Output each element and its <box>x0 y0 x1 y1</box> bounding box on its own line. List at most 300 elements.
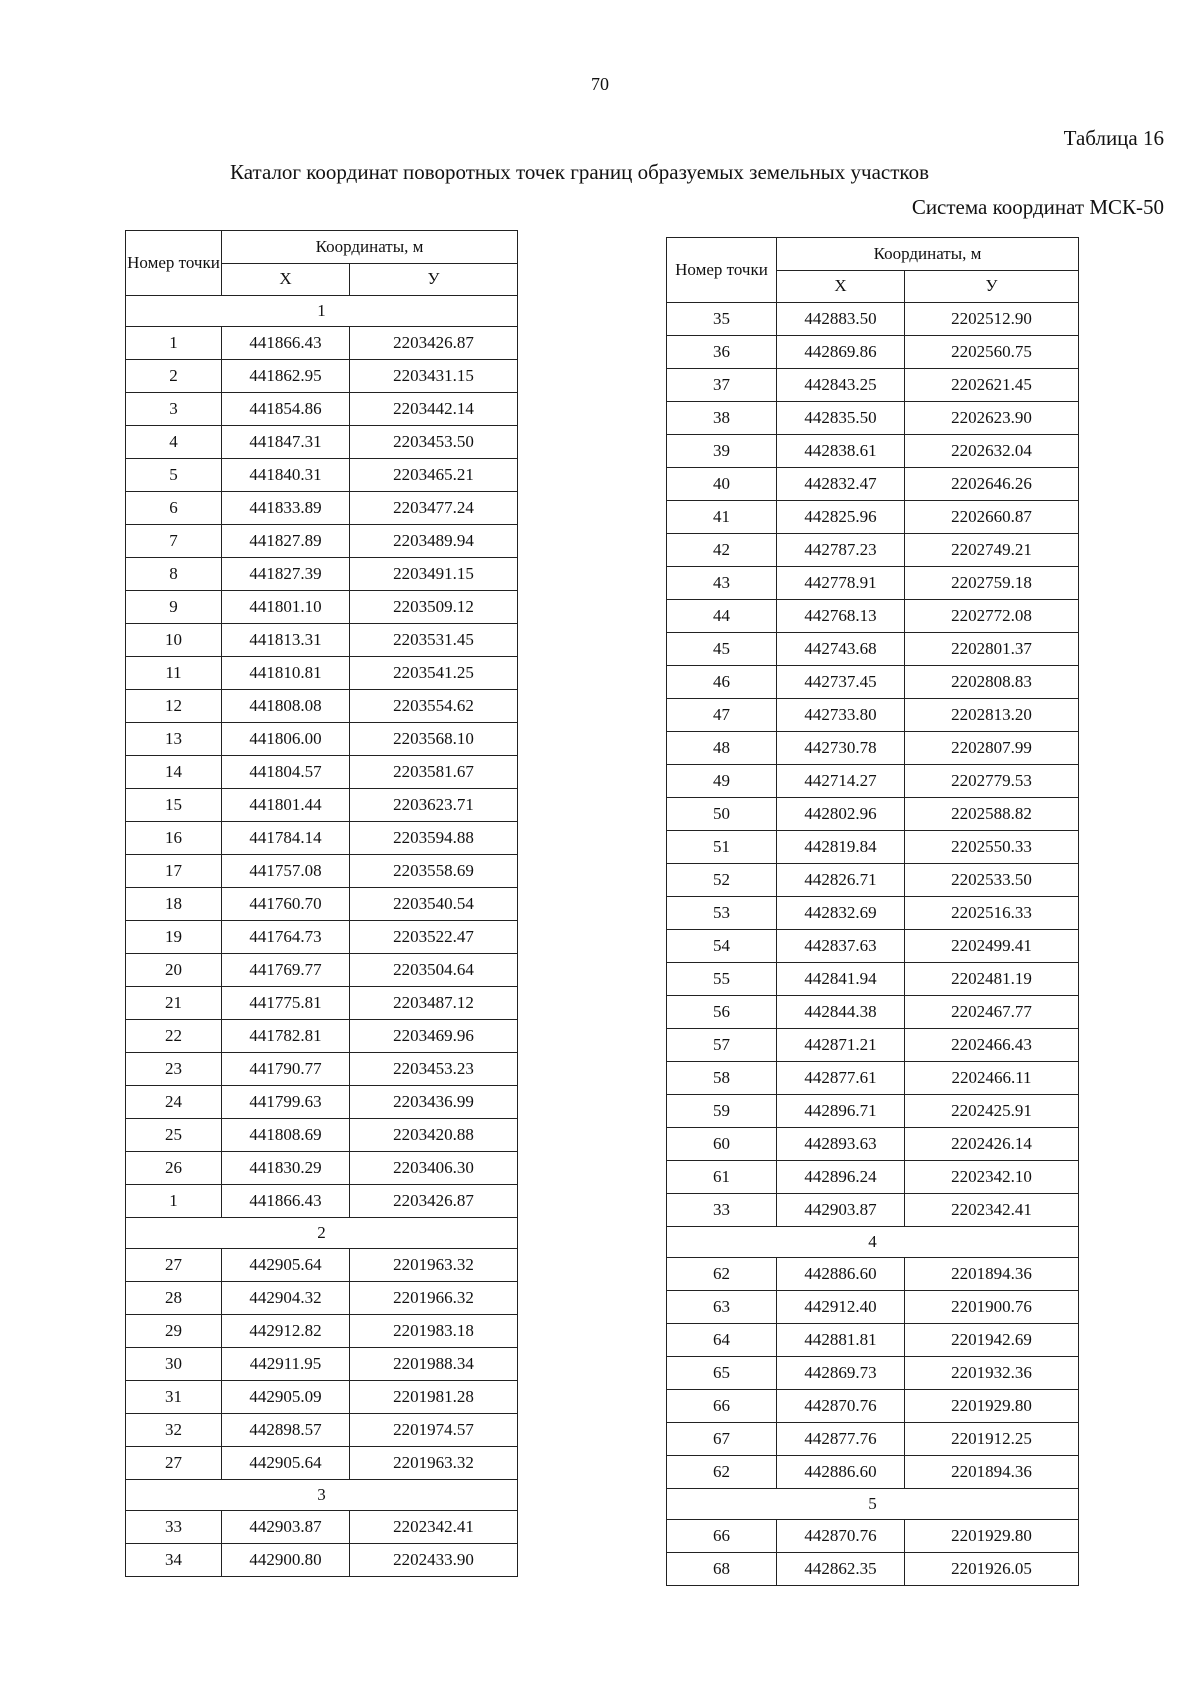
x-coordinate-cell: 442905.09 <box>222 1381 350 1414</box>
table-row <box>667 336 1079 369</box>
x-coordinate-cell: 441840.31 <box>222 459 350 492</box>
y-coordinate-cell: 2203489.94 <box>350 525 518 558</box>
table-row <box>667 1357 1079 1390</box>
point-number-cell: 48 <box>667 732 777 765</box>
y-coordinate-cell: 2203420.88 <box>350 1119 518 1152</box>
y-coordinate-cell: 2202342.41 <box>350 1511 518 1544</box>
y-coordinate-cell: 2201900.76 <box>905 1291 1079 1324</box>
table-row <box>667 1161 1079 1194</box>
point-number-cell: 23 <box>126 1053 222 1086</box>
table-row <box>126 426 518 459</box>
y-coordinate-cell: 2203554.62 <box>350 690 518 723</box>
x-coordinate-cell: 441810.81 <box>222 657 350 690</box>
y-coordinate-cell: 2202481.19 <box>905 963 1079 996</box>
point-number-cell: 3 <box>126 393 222 426</box>
point-number-cell: 2 <box>126 360 222 393</box>
y-coordinate-cell: 2202807.99 <box>905 732 1079 765</box>
y-coordinate-cell: 2202632.04 <box>905 435 1079 468</box>
point-number-cell: 41 <box>667 501 777 534</box>
x-coordinate-cell: 442893.63 <box>777 1128 905 1161</box>
point-number-cell: 42 <box>667 534 777 567</box>
y-coordinate-cell: 2201963.32 <box>350 1249 518 1282</box>
table-row <box>667 1390 1079 1423</box>
table-row <box>126 657 518 690</box>
y-coordinate-cell: 2203594.88 <box>350 822 518 855</box>
y-coordinate-cell: 2203623.71 <box>350 789 518 822</box>
table-row <box>126 492 518 525</box>
point-number-cell: 58 <box>667 1062 777 1095</box>
y-coordinate-cell: 2202623.90 <box>905 402 1079 435</box>
header-x: Х <box>777 270 905 303</box>
header-coordinates: Координаты, м <box>222 231 518 264</box>
x-coordinate-cell: 442883.50 <box>777 303 905 336</box>
point-number-cell: 52 <box>667 864 777 897</box>
point-number-cell: 35 <box>667 303 777 336</box>
table-row <box>126 1249 518 1282</box>
point-number-cell: 49 <box>667 765 777 798</box>
table-row <box>667 369 1079 402</box>
x-coordinate-cell: 442825.96 <box>777 501 905 534</box>
point-number-cell: 19 <box>126 921 222 954</box>
x-coordinate-cell: 441790.77 <box>222 1053 350 1086</box>
point-number-cell: 62 <box>667 1456 777 1489</box>
x-coordinate-cell: 441782.81 <box>222 1020 350 1053</box>
page-number: 70 <box>591 74 609 94</box>
y-coordinate-cell: 2202516.33 <box>905 897 1079 930</box>
y-coordinate-cell: 2201894.36 <box>905 1456 1079 1489</box>
table-row <box>667 435 1079 468</box>
y-coordinate-cell: 2202560.75 <box>905 336 1079 369</box>
table-row <box>126 1053 518 1086</box>
x-coordinate-cell: 441799.63 <box>222 1086 350 1119</box>
y-coordinate-cell: 2201929.80 <box>905 1520 1079 1553</box>
x-coordinate-cell: 442730.78 <box>777 732 905 765</box>
x-coordinate-cell: 442905.64 <box>222 1447 350 1480</box>
point-number-cell: 27 <box>126 1447 222 1480</box>
y-coordinate-cell: 2203406.30 <box>350 1152 518 1185</box>
y-coordinate-cell: 2203465.21 <box>350 459 518 492</box>
table-row <box>126 1544 518 1577</box>
point-number-cell: 44 <box>667 600 777 633</box>
x-coordinate-cell: 442835.50 <box>777 402 905 435</box>
table-row <box>126 723 518 756</box>
point-number-cell: 29 <box>126 1315 222 1348</box>
point-number-cell: 34 <box>126 1544 222 1577</box>
point-number-cell: 37 <box>667 369 777 402</box>
x-coordinate-cell: 442877.76 <box>777 1423 905 1456</box>
y-coordinate-cell: 2201981.28 <box>350 1381 518 1414</box>
y-coordinate-cell: 2202621.45 <box>905 369 1079 402</box>
x-coordinate-cell: 441764.73 <box>222 921 350 954</box>
x-coordinate-cell: 442905.64 <box>222 1249 350 1282</box>
table-row <box>667 633 1079 666</box>
table-row <box>126 1447 518 1480</box>
catalog-title: Каталог координат поворотных точек границ образуемых земельных участков <box>230 160 929 184</box>
y-coordinate-cell: 2203477.24 <box>350 492 518 525</box>
x-coordinate-cell: 442832.47 <box>777 468 905 501</box>
x-coordinate-cell: 442787.23 <box>777 534 905 567</box>
header-x: Х <box>222 263 350 296</box>
section-number: 3 <box>126 1480 518 1511</box>
point-number-cell: 11 <box>126 657 222 690</box>
y-coordinate-cell: 2202466.11 <box>905 1062 1079 1095</box>
table-row <box>126 855 518 888</box>
table-row <box>667 732 1079 765</box>
table-row <box>667 666 1079 699</box>
header-y: У <box>350 263 518 296</box>
x-coordinate-cell: 442869.73 <box>777 1357 905 1390</box>
y-coordinate-cell: 2201926.05 <box>905 1553 1079 1586</box>
y-coordinate-cell: 2201942.69 <box>905 1324 1079 1357</box>
point-number-cell: 27 <box>126 1249 222 1282</box>
x-coordinate-cell: 441769.77 <box>222 954 350 987</box>
y-coordinate-cell: 2201974.57 <box>350 1414 518 1447</box>
y-coordinate-cell: 2203558.69 <box>350 855 518 888</box>
x-coordinate-cell: 441801.44 <box>222 789 350 822</box>
x-coordinate-cell: 441806.00 <box>222 723 350 756</box>
x-coordinate-cell: 442896.24 <box>777 1161 905 1194</box>
table-row <box>667 765 1079 798</box>
table-row <box>126 393 518 426</box>
point-number-cell: 66 <box>667 1390 777 1423</box>
point-number-cell: 25 <box>126 1119 222 1152</box>
x-coordinate-cell: 441827.89 <box>222 525 350 558</box>
section-row <box>667 1227 1079 1258</box>
x-coordinate-cell: 442737.45 <box>777 666 905 699</box>
table-row <box>126 591 518 624</box>
table-row <box>126 1381 518 1414</box>
section-row <box>126 1480 518 1511</box>
table-row <box>667 468 1079 501</box>
table-row <box>667 501 1079 534</box>
table-row <box>126 624 518 657</box>
table-row <box>667 699 1079 732</box>
y-coordinate-cell: 2202772.08 <box>905 600 1079 633</box>
table-row <box>667 1520 1079 1553</box>
point-number-cell: 12 <box>126 690 222 723</box>
point-number-cell: 66 <box>667 1520 777 1553</box>
point-number-cell: 51 <box>667 831 777 864</box>
point-number-cell: 17 <box>126 855 222 888</box>
x-coordinate-cell: 442841.94 <box>777 963 905 996</box>
table-row <box>667 1291 1079 1324</box>
x-coordinate-cell: 442904.32 <box>222 1282 350 1315</box>
x-coordinate-cell: 442898.57 <box>222 1414 350 1447</box>
point-number-cell: 62 <box>667 1258 777 1291</box>
x-coordinate-cell: 441808.08 <box>222 690 350 723</box>
point-number-cell: 67 <box>667 1423 777 1456</box>
y-coordinate-cell: 2203426.87 <box>350 327 518 360</box>
table-row <box>126 1119 518 1152</box>
table-row <box>667 798 1079 831</box>
y-coordinate-cell: 2202466.43 <box>905 1029 1079 1062</box>
table-row <box>667 1258 1079 1291</box>
y-coordinate-cell: 2202342.10 <box>905 1161 1079 1194</box>
table-row <box>667 831 1079 864</box>
point-number-cell: 24 <box>126 1086 222 1119</box>
x-coordinate-cell: 442714.27 <box>777 765 905 798</box>
table-row <box>667 963 1079 996</box>
y-coordinate-cell: 2202426.14 <box>905 1128 1079 1161</box>
y-coordinate-cell: 2201963.32 <box>350 1447 518 1480</box>
section-number: 4 <box>667 1227 1079 1258</box>
section-row <box>126 296 518 327</box>
y-coordinate-cell: 2203426.87 <box>350 1185 518 1218</box>
x-coordinate-cell: 441784.14 <box>222 822 350 855</box>
point-number-cell: 22 <box>126 1020 222 1053</box>
table-row <box>126 888 518 921</box>
table-row <box>667 402 1079 435</box>
point-number-cell: 60 <box>667 1128 777 1161</box>
point-number-cell: 33 <box>667 1194 777 1227</box>
point-number-cell: 7 <box>126 525 222 558</box>
table-row <box>126 789 518 822</box>
x-coordinate-cell: 441866.43 <box>222 327 350 360</box>
x-coordinate-cell: 442844.38 <box>777 996 905 1029</box>
coordinates-table-left <box>125 230 518 1577</box>
y-coordinate-cell: 2203491.15 <box>350 558 518 591</box>
y-coordinate-cell: 2202759.18 <box>905 567 1079 600</box>
table-row <box>126 987 518 1020</box>
x-coordinate-cell: 441854.86 <box>222 393 350 426</box>
table-row <box>126 525 518 558</box>
y-coordinate-cell: 2202533.50 <box>905 864 1079 897</box>
y-coordinate-cell: 2203436.99 <box>350 1086 518 1119</box>
coordinate-system-label: Система координат МСК-50 <box>911 195 1164 219</box>
section-row <box>667 1489 1079 1520</box>
x-coordinate-cell: 442838.61 <box>777 435 905 468</box>
y-coordinate-cell: 2203509.12 <box>350 591 518 624</box>
y-coordinate-cell: 2201932.36 <box>905 1357 1079 1390</box>
x-coordinate-cell: 442911.95 <box>222 1348 350 1381</box>
x-coordinate-cell: 442912.40 <box>777 1291 905 1324</box>
x-coordinate-cell: 441827.39 <box>222 558 350 591</box>
table-row <box>126 459 518 492</box>
table-row <box>126 1020 518 1053</box>
y-coordinate-cell: 2202779.53 <box>905 765 1079 798</box>
y-coordinate-cell: 2203442.14 <box>350 393 518 426</box>
y-coordinate-cell: 2202660.87 <box>905 501 1079 534</box>
y-coordinate-cell: 2202813.20 <box>905 699 1079 732</box>
table-row <box>126 756 518 789</box>
y-coordinate-cell: 2203531.45 <box>350 624 518 657</box>
x-coordinate-cell: 442870.76 <box>777 1520 905 1553</box>
x-coordinate-cell: 442896.71 <box>777 1095 905 1128</box>
y-coordinate-cell: 2202467.77 <box>905 996 1079 1029</box>
x-coordinate-cell: 442886.60 <box>777 1258 905 1291</box>
y-coordinate-cell: 2203568.10 <box>350 723 518 756</box>
point-number-cell: 39 <box>667 435 777 468</box>
x-coordinate-cell: 442768.13 <box>777 600 905 633</box>
y-coordinate-cell: 2203541.25 <box>350 657 518 690</box>
table-row <box>126 360 518 393</box>
header-point-number: Номер точки <box>667 238 777 303</box>
table-row <box>667 1128 1079 1161</box>
y-coordinate-cell: 2202342.41 <box>905 1194 1079 1227</box>
y-coordinate-cell: 2202749.21 <box>905 534 1079 567</box>
x-coordinate-cell: 442881.81 <box>777 1324 905 1357</box>
y-coordinate-cell: 2203522.47 <box>350 921 518 954</box>
y-coordinate-cell: 2203431.15 <box>350 360 518 393</box>
point-number-cell: 31 <box>126 1381 222 1414</box>
point-number-cell: 47 <box>667 699 777 732</box>
x-coordinate-cell: 442743.68 <box>777 633 905 666</box>
x-coordinate-cell: 441862.95 <box>222 360 350 393</box>
point-number-cell: 65 <box>667 1357 777 1390</box>
y-coordinate-cell: 2203453.23 <box>350 1053 518 1086</box>
y-coordinate-cell: 2201966.32 <box>350 1282 518 1315</box>
point-number-cell: 32 <box>126 1414 222 1447</box>
coordinates-table-right <box>666 237 1079 1586</box>
x-coordinate-cell: 441866.43 <box>222 1185 350 1218</box>
header-y: У <box>905 270 1079 303</box>
table-row <box>667 534 1079 567</box>
table-row <box>126 921 518 954</box>
point-number-cell: 5 <box>126 459 222 492</box>
point-number-cell: 38 <box>667 402 777 435</box>
x-coordinate-cell: 442900.80 <box>222 1544 350 1577</box>
point-number-cell: 9 <box>126 591 222 624</box>
x-coordinate-cell: 442886.60 <box>777 1456 905 1489</box>
y-coordinate-cell: 2203487.12 <box>350 987 518 1020</box>
y-coordinate-cell: 2203581.67 <box>350 756 518 789</box>
y-coordinate-cell: 2203469.96 <box>350 1020 518 1053</box>
table-row <box>667 864 1079 897</box>
x-coordinate-cell: 442903.87 <box>777 1194 905 1227</box>
x-coordinate-cell: 442871.21 <box>777 1029 905 1062</box>
table-row <box>667 303 1079 336</box>
table-row <box>667 930 1079 963</box>
x-coordinate-cell: 442733.80 <box>777 699 905 732</box>
point-number-cell: 1 <box>126 1185 222 1218</box>
point-number-cell: 43 <box>667 567 777 600</box>
point-number-cell: 30 <box>126 1348 222 1381</box>
x-coordinate-cell: 442870.76 <box>777 1390 905 1423</box>
table-row <box>667 1194 1079 1227</box>
table-row <box>667 1456 1079 1489</box>
table-row <box>667 600 1079 633</box>
y-coordinate-cell: 2202801.37 <box>905 633 1079 666</box>
y-coordinate-cell: 2203453.50 <box>350 426 518 459</box>
table-row <box>126 1348 518 1381</box>
point-number-cell: 33 <box>126 1511 222 1544</box>
y-coordinate-cell: 2201929.80 <box>905 1390 1079 1423</box>
table-row <box>126 1152 518 1185</box>
y-coordinate-cell: 2202808.83 <box>905 666 1079 699</box>
section-number: 1 <box>126 296 518 327</box>
y-coordinate-cell: 2202512.90 <box>905 303 1079 336</box>
table-row <box>126 1414 518 1447</box>
table-label: Таблица 16 <box>1063 126 1164 150</box>
header-coordinates: Координаты, м <box>777 238 1079 271</box>
y-coordinate-cell: 2201894.36 <box>905 1258 1079 1291</box>
section-number: 5 <box>667 1489 1079 1520</box>
point-number-cell: 21 <box>126 987 222 1020</box>
x-coordinate-cell: 442903.87 <box>222 1511 350 1544</box>
point-number-cell: 57 <box>667 1029 777 1062</box>
table-row <box>126 1511 518 1544</box>
x-coordinate-cell: 441808.69 <box>222 1119 350 1152</box>
y-coordinate-cell: 2202499.41 <box>905 930 1079 963</box>
x-coordinate-cell: 441833.89 <box>222 492 350 525</box>
point-number-cell: 16 <box>126 822 222 855</box>
table-row <box>126 1282 518 1315</box>
x-coordinate-cell: 441813.31 <box>222 624 350 657</box>
point-number-cell: 20 <box>126 954 222 987</box>
point-number-cell: 61 <box>667 1161 777 1194</box>
table-row <box>667 1095 1079 1128</box>
point-number-cell: 64 <box>667 1324 777 1357</box>
table-row <box>126 954 518 987</box>
x-coordinate-cell: 442877.61 <box>777 1062 905 1095</box>
point-number-cell: 14 <box>126 756 222 789</box>
x-coordinate-cell: 442843.25 <box>777 369 905 402</box>
point-number-cell: 53 <box>667 897 777 930</box>
x-coordinate-cell: 441760.70 <box>222 888 350 921</box>
x-coordinate-cell: 441804.57 <box>222 756 350 789</box>
point-number-cell: 63 <box>667 1291 777 1324</box>
section-number: 2 <box>126 1218 518 1249</box>
x-coordinate-cell: 441801.10 <box>222 591 350 624</box>
y-coordinate-cell: 2202646.26 <box>905 468 1079 501</box>
table-row <box>667 1324 1079 1357</box>
point-number-cell: 13 <box>126 723 222 756</box>
table-row <box>126 327 518 360</box>
point-number-cell: 40 <box>667 468 777 501</box>
y-coordinate-cell: 2201983.18 <box>350 1315 518 1348</box>
point-number-cell: 6 <box>126 492 222 525</box>
y-coordinate-cell: 2202425.91 <box>905 1095 1079 1128</box>
table-row <box>667 1029 1079 1062</box>
table-row <box>126 1315 518 1348</box>
x-coordinate-cell: 441847.31 <box>222 426 350 459</box>
y-coordinate-cell: 2201912.25 <box>905 1423 1079 1456</box>
point-number-cell: 15 <box>126 789 222 822</box>
point-number-cell: 54 <box>667 930 777 963</box>
y-coordinate-cell: 2202550.33 <box>905 831 1079 864</box>
table-row <box>126 1086 518 1119</box>
y-coordinate-cell: 2203504.64 <box>350 954 518 987</box>
y-coordinate-cell: 2202433.90 <box>350 1544 518 1577</box>
table-row <box>126 690 518 723</box>
x-coordinate-cell: 442862.35 <box>777 1553 905 1586</box>
x-coordinate-cell: 441830.29 <box>222 1152 350 1185</box>
table-row <box>667 1553 1079 1586</box>
table-row <box>667 1423 1079 1456</box>
x-coordinate-cell: 442778.91 <box>777 567 905 600</box>
x-coordinate-cell: 442826.71 <box>777 864 905 897</box>
table-row <box>667 897 1079 930</box>
y-coordinate-cell: 2202588.82 <box>905 798 1079 831</box>
point-number-cell: 50 <box>667 798 777 831</box>
table-row <box>667 1062 1079 1095</box>
point-number-cell: 46 <box>667 666 777 699</box>
point-number-cell: 10 <box>126 624 222 657</box>
x-coordinate-cell: 441775.81 <box>222 987 350 1020</box>
y-coordinate-cell: 2203540.54 <box>350 888 518 921</box>
header-point-number: Номер точки <box>126 231 222 296</box>
x-coordinate-cell: 442819.84 <box>777 831 905 864</box>
point-number-cell: 59 <box>667 1095 777 1128</box>
section-row <box>126 1218 518 1249</box>
x-coordinate-cell: 441757.08 <box>222 855 350 888</box>
x-coordinate-cell: 442802.96 <box>777 798 905 831</box>
point-number-cell: 4 <box>126 426 222 459</box>
x-coordinate-cell: 442832.69 <box>777 897 905 930</box>
point-number-cell: 45 <box>667 633 777 666</box>
table-row <box>126 558 518 591</box>
y-coordinate-cell: 2201988.34 <box>350 1348 518 1381</box>
